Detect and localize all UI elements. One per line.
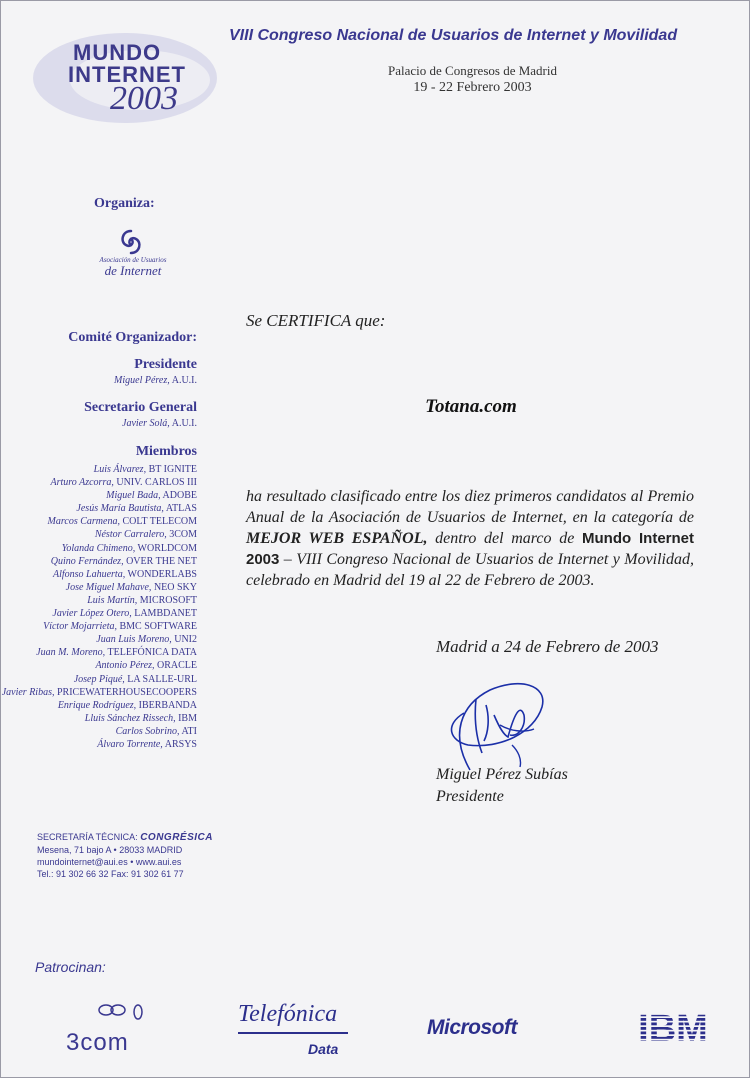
member-name: Juan M. Moreno, [36, 647, 106, 659]
member-row [2, 581, 197, 594]
secretario-person: Javier Solá, [122, 418, 170, 429]
member-org: ORACLE [157, 660, 197, 672]
member-name: Jesús María Bautista, [76, 503, 164, 515]
member-name: Juan Luis Moreno, [96, 634, 172, 646]
secretario-title: Secretario General [84, 400, 197, 415]
member-name: Jose Miguel Mahave, [65, 581, 152, 593]
congress-title: VIII Congreso Nacional de Usuarios de Internet y Movilidad [229, 27, 678, 44]
member-org: ARSYS [164, 738, 197, 750]
member-name: Antonio Pérez, [95, 660, 155, 672]
sponsor-telefonica-data: Data [308, 1041, 339, 1057]
members-list [2, 463, 197, 751]
member-org: COLT TELECOM [122, 516, 197, 528]
secretaria-web: mundointernet@aui.es • www.aui.es [37, 857, 182, 867]
organiza-label: Organiza: [94, 196, 155, 211]
member-org: LA SALLE-URL [127, 673, 197, 685]
member-row [2, 542, 197, 555]
body-part-1: ha resultado clasificado entre los diez primeros candidatos al Premio Anual de la Asociación de Usuarios de Internet, en la categoría de [246, 488, 694, 526]
secretaria-header [37, 831, 213, 844]
member-row [2, 476, 197, 489]
member-row [2, 489, 197, 502]
venue: Palacio de Congresos de Madrid [388, 63, 557, 78]
sponsor-3com: 3com [66, 1029, 129, 1056]
signer-name: Miguel Pérez Subías [436, 766, 568, 783]
member-name: Néstor Carralero, [94, 529, 167, 541]
sponsor-ibm: IBM [638, 1009, 708, 1045]
event-dates: 19 - 22 Febrero 2003 [413, 80, 532, 95]
sponsor-telefonica: Telefónica [238, 1001, 338, 1027]
body-part-2: dentro del marco de [427, 530, 582, 547]
member-row [2, 659, 197, 672]
member-row [2, 502, 197, 515]
member-name: Víctor Mojarrieta, [43, 621, 117, 633]
member-row [2, 463, 197, 476]
member-org: ATI [181, 725, 197, 737]
aui-name: de Internet [104, 263, 162, 278]
certified-company: Totana.com [425, 396, 517, 417]
comite-label: Comité Organizador: [68, 330, 197, 345]
member-org: TELEFÓNICA DATA [107, 647, 197, 659]
member-name: Josep Piqué, [73, 673, 125, 685]
event-name: Mundo Internet 2003 [246, 530, 694, 568]
presidente-name [114, 375, 197, 386]
member-row [2, 725, 197, 738]
handwritten-signature [430, 675, 560, 775]
presidente-title: Presidente [134, 357, 197, 372]
signer-role: Presidente [436, 788, 504, 805]
member-org: BT IGNITE [148, 464, 197, 475]
member-row [2, 620, 197, 633]
body-part-3: – VIII Congreso Nacional de Usuarios de Internet y Movilidad, celebrado en Madrid del 19 al 22 de Febrero de 2003. [246, 551, 694, 589]
member-row [2, 568, 197, 581]
member-name: Enrique Rodríguez, [57, 699, 137, 711]
secretaria-block [37, 831, 213, 880]
member-name: Yolanda Chimeno, [61, 542, 136, 554]
member-org: MICROSOFT [139, 594, 197, 606]
miembros-title: Miembros [135, 444, 197, 459]
member-org: PRICEWATERHOUSECOOPERS [56, 686, 197, 698]
member-row [2, 673, 197, 686]
member-name: Javier Ribas, [1, 686, 55, 698]
member-org: UNIV. CARLOS III [116, 477, 197, 489]
member-row [2, 686, 197, 699]
member-name: Alfonso Lahuerta, [52, 568, 126, 580]
member-org: ATLAS [165, 503, 197, 515]
member-name: Carlos Sobrino, [115, 725, 180, 737]
member-org: IBERBANDA [138, 699, 197, 711]
member-name: Arturo Azcorra, [50, 477, 114, 489]
member-name: Miguel Bada, [106, 490, 161, 502]
member-name: Luis Álvarez, [93, 464, 147, 475]
secretario-org: A.U.I. [171, 418, 197, 429]
member-row [2, 528, 197, 541]
member-name: Quino Fernández, [50, 555, 124, 567]
secretaria-phone: Tel.: 91 302 66 32 Fax: 91 302 61 77 [37, 869, 184, 879]
member-name: Luis Martín, [87, 594, 138, 606]
place-date: Madrid a 24 de Febrero de 2003 [436, 637, 659, 656]
congresica-logo: CONGRÉSICA [140, 832, 213, 843]
award-category: MEJOR WEB ESPAÑOL, [246, 530, 428, 547]
logo-line2: INTERNET [68, 62, 186, 87]
member-row [2, 594, 197, 607]
secretaria-address: Mesena, 71 bajo A • 28033 MADRID [37, 845, 183, 855]
certifica-intro: Se CERTIFICA que: [246, 311, 386, 330]
member-org: OVER THE NET [126, 555, 197, 567]
member-row [2, 646, 197, 659]
sponsor-microsoft: Microsoft [427, 1016, 517, 1039]
member-row [2, 738, 197, 751]
secretaria-label: SECRETARÍA TÉCNICA: [37, 832, 138, 842]
member-name: Marcos Carmena, [47, 516, 120, 528]
member-org: BMC SOFTWARE [119, 621, 197, 633]
certificate-body [246, 486, 694, 591]
member-org: WONDERLABS [127, 568, 197, 580]
member-row [2, 699, 197, 712]
member-org: WORLDCOM [137, 542, 197, 554]
member-org: ADOBE [162, 490, 197, 502]
member-name: Álvaro Torrente, [97, 738, 163, 750]
member-org: NEO SKY [153, 581, 197, 593]
member-org: UNI2 [174, 634, 197, 646]
logo-year: 2003 [110, 80, 178, 117]
telefonica-underline [238, 1032, 348, 1034]
patrocinan-label: Patrocinan: [35, 959, 106, 975]
member-row [2, 712, 197, 725]
member-row [2, 633, 197, 646]
member-org: 3COM [169, 529, 197, 541]
logo-line1: MUNDO [73, 40, 162, 65]
member-name: Javier López Otero, [52, 608, 132, 620]
member-org: IBM [178, 712, 197, 724]
member-row [2, 555, 197, 568]
member-org: LAMBDANET [134, 608, 197, 620]
aui-spiral-icon [116, 228, 146, 256]
presidente-person: Miguel Pérez, [114, 375, 170, 386]
member-row [2, 607, 197, 620]
secretario-name [122, 418, 197, 429]
aui-small-text: Asociación de Usuarios [99, 256, 167, 264]
ibm-logo [628, 1009, 718, 1045]
member-name: Lluis Sánchez Rissech, [84, 712, 176, 724]
presidente-org: A.U.I. [171, 375, 197, 386]
member-row [2, 515, 197, 528]
